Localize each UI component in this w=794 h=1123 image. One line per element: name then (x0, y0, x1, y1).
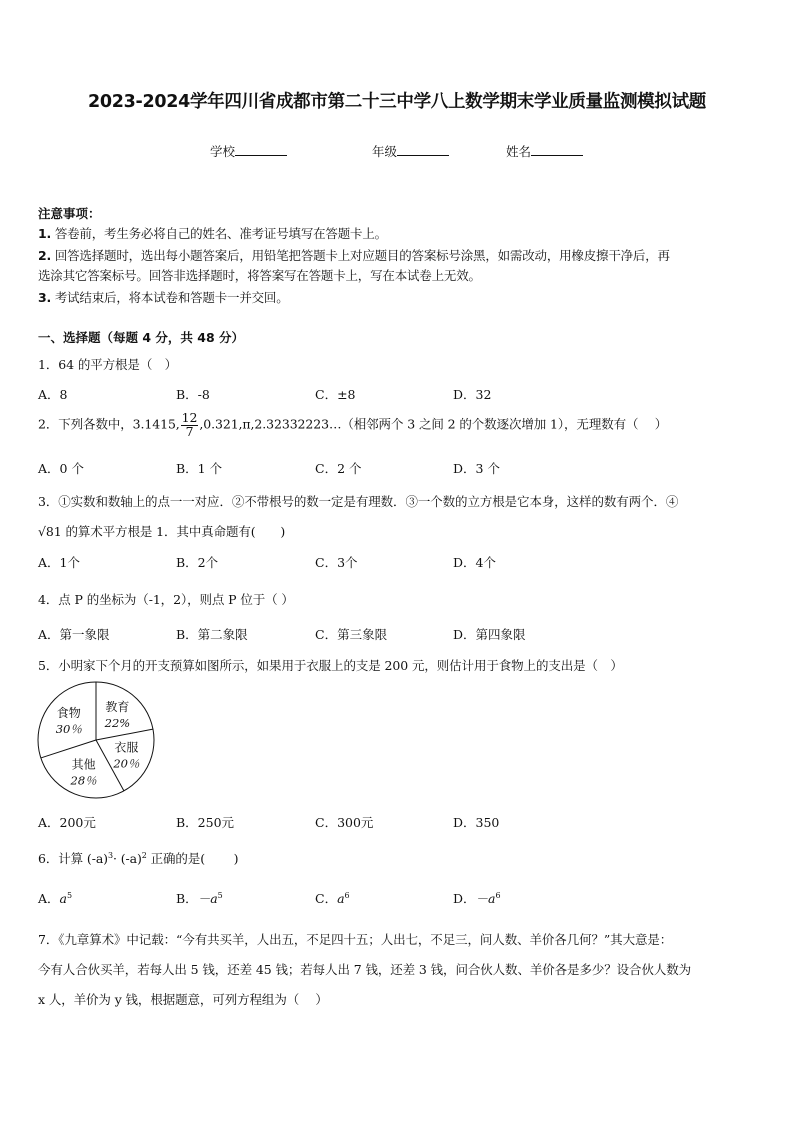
pie-slice-value: 22% (104, 716, 131, 731)
note-item: 3. 考试结束后，将本试卷和答题卡一并交回。 (38, 290, 289, 305)
q6-option-d: D．$-a^6$ (453, 890, 501, 906)
question-6-stem: 6．计算 $(-a)^3\cdot (-a)^2$ 正确的是( ) (38, 850, 239, 866)
q6-option-a: A．$a^5$ (38, 890, 73, 906)
pie-slice-label: 衣服 (114, 740, 139, 755)
name-blank (531, 143, 583, 156)
q1-option-c: C．±8 (315, 387, 356, 402)
pie-slice-label: 食物 (56, 706, 81, 721)
question-7-line1: 7．《九章算术》中记载：“今有共买羊，人出五，不足四十五；人出七，不足三，问人数、羊价各几何？”其大意是： (38, 932, 673, 947)
q1-option-d: D．32 (453, 387, 492, 402)
name-field (506, 142, 583, 160)
q4-option-a: A．第一象限 (38, 627, 110, 642)
q4-option-b: B．第二象限 (176, 627, 248, 642)
question-7-line3: x 人，羊价为 y 钱，根据题意，可列方程组为（ ） (38, 992, 328, 1007)
question-1-stem: 1．64 的平方根是（ ） (38, 357, 178, 372)
q2-option-d: D．3 个 (453, 461, 500, 476)
question-4-stem: 4．点 P 的坐标为（-1，2），则点 P 位于（ ） (38, 592, 294, 607)
q5-option-b: B．250元 (176, 815, 235, 830)
q6-option-b: B．$-a^5$ (176, 890, 223, 906)
section-title: 一、选择题（每题 4 分，共 48 分） (38, 330, 245, 345)
question-3-stem-line2: √81 的算术平方根是 1．其中真命题有( ) (38, 524, 286, 539)
note-item: 2. 回答选择题时，选出每小题答案后，用铅笔把答题卡上对应题目的答案标号涂黑，如需改动，用橡皮擦干净后，再 (38, 248, 670, 263)
pie-slice-label: 教育 (105, 700, 130, 715)
fraction-12-7: $\frac{12}{7}$ (181, 410, 198, 439)
pie-slice-value: 28％ (70, 773, 97, 788)
q6-option-c: C．$a^6$ (315, 890, 350, 906)
question-5-stem: 5．小明家下个月的开支预算如图所示，如果用于衣服上的支是 200 元，则估计用于食物上的支出是（ ） (38, 658, 623, 673)
q1-option-a: A．8 (38, 387, 68, 402)
pie-slice-value: 30％ (55, 722, 82, 737)
school-blank (235, 143, 287, 156)
note-item: 1. 答卷前，考生务必将自己的姓名、准考证号填写在答题卡上。 (38, 226, 387, 241)
q1-option-b: B．-8 (176, 387, 210, 402)
pie-slice-value: 20％ (113, 756, 140, 771)
q2-option-a: A．0 个 (38, 461, 84, 476)
school-label: 学校 (210, 144, 236, 159)
question-2-stem: 2．下列各数中，3.1415, $\frac{12}{7}$ ,0.321,π,2.32332223…（相邻两个 3 之间 2 的个数逐次增加 1），无理数有（ ） (38, 410, 668, 439)
q3-option-a: A．1个 (38, 555, 80, 570)
question-3-stem-line1: 3．①实数和数轴上的点一一对应．②不带根号的数一定是有理数．③一个数的立方根是它本身，这样的数有两个．④ (38, 494, 679, 509)
q2-option-b: B．1 个 (176, 461, 223, 476)
q2-option-c: C．2 个 (315, 461, 362, 476)
q4-option-c: C．第三象限 (315, 627, 388, 642)
q3-option-d: D．4个 (453, 555, 496, 570)
question-7-line2: 今有人合伙买羊，若每人出 5 钱，还差 45 钱；若每人出 7 钱，还差 3 钱，问合伙人数、羊价各是多少？设合伙人数为 (38, 962, 692, 977)
school-field (210, 142, 287, 160)
notes-heading: 注意事项： (38, 206, 101, 221)
pie-slice-label: 其他 (71, 757, 96, 772)
note-item: 选涂其它答案标号。回答非选择题时，将答案写在答题卡上，写在本试卷上无效。 (38, 268, 481, 283)
q5-option-a: A．200元 (38, 815, 96, 830)
q4-option-d: D．第四象限 (453, 627, 526, 642)
q5-option-c: C．300元 (315, 815, 374, 830)
page-title: 2023-2024学年四川省成都市第二十三中学八上数学期末学业质量监测模拟试题 (88, 92, 706, 112)
q3-option-b: B．2个 (176, 555, 219, 570)
name-label: 姓名 (506, 144, 532, 159)
grade-label: 年级 (372, 144, 398, 159)
q5-option-d: D．350 (453, 815, 500, 830)
grade-field (372, 142, 449, 160)
grade-blank (397, 143, 449, 156)
budget-pie-chart (34, 680, 164, 802)
q3-option-c: C．3个 (315, 555, 358, 570)
